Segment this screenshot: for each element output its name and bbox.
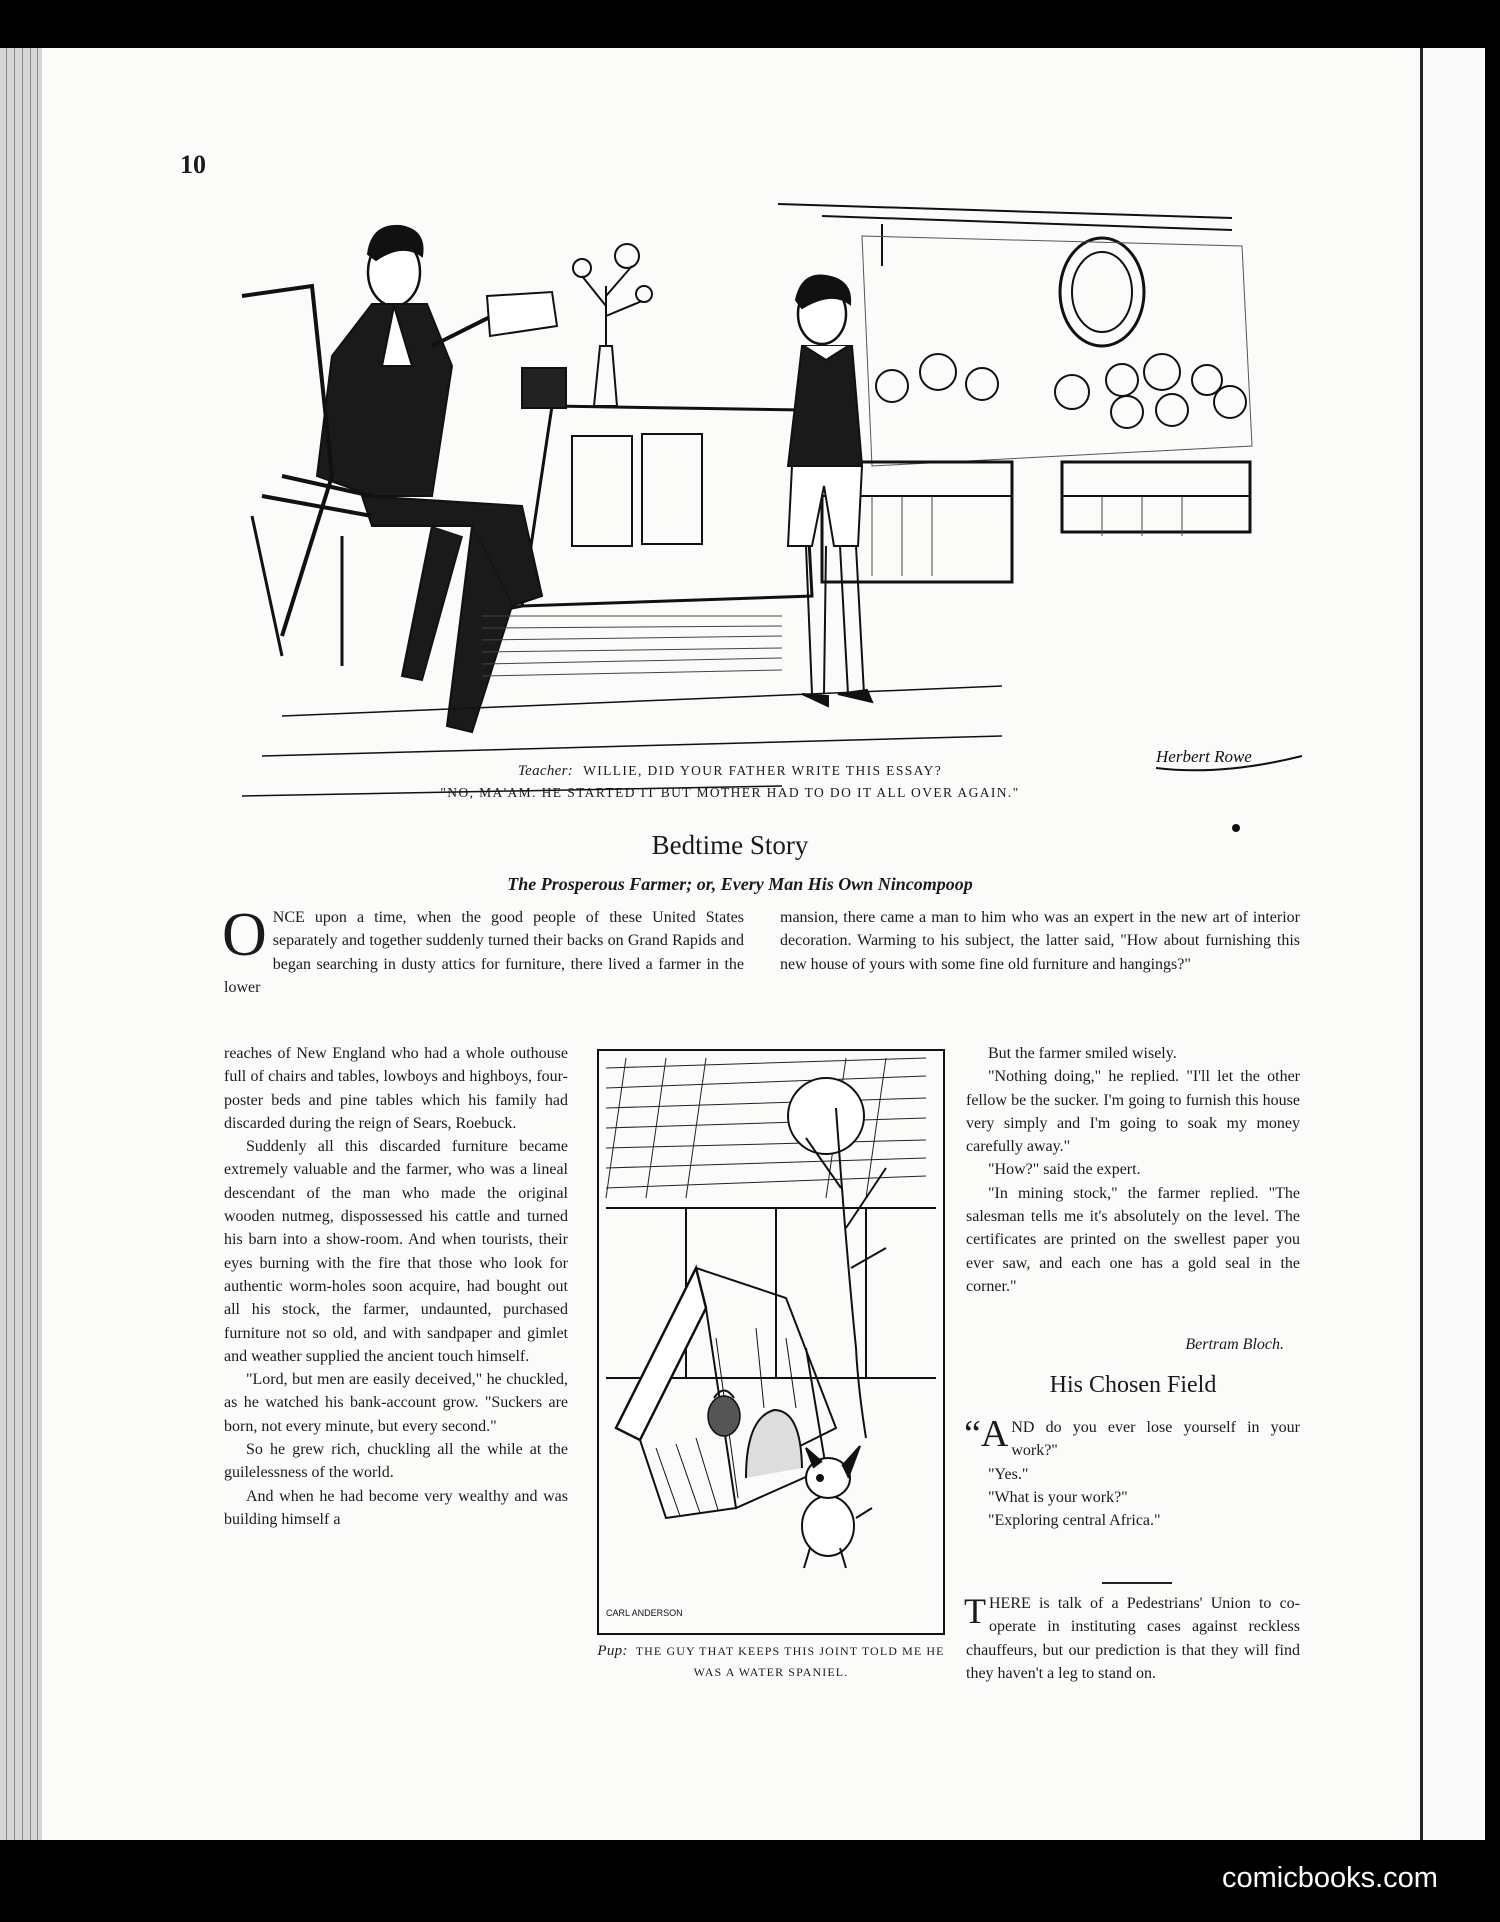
pup-caption: [596, 1641, 946, 1683]
left-page-edges: [0, 48, 43, 1840]
chosen-answer-1: "Yes.": [988, 1465, 1029, 1483]
story-paragraph-4: So he grew rich, chuckling all the while at the guilelessness of the world.: [224, 1441, 568, 1482]
stray-ink-dot: [1232, 824, 1240, 832]
chosen-drop-cap: “A: [964, 1413, 1009, 1455]
classroom-cartoon-illustration: [222, 196, 1312, 806]
chosen-answer-2: "Exploring central Africa.": [988, 1512, 1161, 1530]
pedestrian-text: HERE is talk of a Pedestrians' Union to co-operate in instituting cases against reckless chauffeurs, but our prediction is that they will find they haven't a leg to stand on.: [966, 1595, 1300, 1682]
story-column-2-paragraph: mansion, there came a man to him who was an expert in the new art of interior decoration. Warming to his subject, the latter said, "How about furnishing this new house of yours with some fine old furniture and hangings?": [780, 909, 1300, 973]
story-column-3: [966, 1042, 1300, 1298]
story-col3-paragraph-3: "How?" said the expert.: [988, 1161, 1141, 1179]
pedestrian-drop-cap: T: [964, 1591, 986, 1631]
doghouse-cartoon-illustration: [596, 1048, 946, 1636]
story-title: Bedtime Story: [651, 830, 809, 860]
story-column-2-top: [780, 906, 1300, 976]
cartoon-caption-line-1: [380, 760, 1080, 782]
story-paragraph-2: Suddenly all this discarded furniture became extremely valuable and the farmer, who was a lineal descendant of the man who made the original wooden nutmeg, dispossessed his cattle and turned his barn into a show-room. And when tourists, their eyes burning with the fire that those who look for authentic worm-holes soon acquire, had bought out all his stock, the farmer, undaunted, purchased furniture not so old, and with sandpaper and gimlet and weather supplied the ancient touch himself.: [224, 1138, 568, 1365]
pup-caption-text: THE GUY THAT KEEPS THIS JOINT TOLD ME HE WAS A WATER SPANIEL.: [635, 1644, 945, 1679]
chosen-question-2: "What is your work?": [988, 1488, 1128, 1506]
site-watermark: comicbooks.com: [1222, 1862, 1438, 1894]
caption-line-1: WILLIE, DID YOUR FATHER WRITE THIS ESSAY?: [583, 763, 943, 778]
story-author: Bertram Bloch.: [1185, 1336, 1284, 1353]
pedestrian-item: [966, 1592, 1300, 1685]
illustrator-signature: Herbert Rowe: [1156, 747, 1252, 766]
drop-cap: O: [222, 901, 267, 969]
chosen-field-title: His Chosen Field: [1049, 1372, 1217, 1398]
story-col3-paragraph-4: "In mining stock," the farmer replied. "The salesman tells me it's absolutely on the level. The certificates are printed on the swellest paper you ever saw, and each one has a gold seal in the corner.": [966, 1184, 1300, 1295]
story-col3-paragraph-1: But the farmer smiled wisely.: [988, 1045, 1177, 1062]
story-paragraph-1-bottom: reaches of New England who had a whole outhouse full of chairs and tables, lowboys and highboys, four-poster beds and pine tables which his family had discarded during the reign of Sears, Roebuck.: [224, 1045, 568, 1132]
cartoon-caption: [380, 760, 1080, 804]
story-paragraph-3: "Lord, but men are easily deceived," he chuckled, as he watched his bank-account grow. "Suckers are born, not every minute, but every second.": [224, 1371, 568, 1435]
pup-speaker: Pup:: [597, 1643, 628, 1659]
chosen-field-body: [964, 1413, 1300, 1532]
chosen-question-1: ND do you ever lose yourself in your work?": [1011, 1419, 1300, 1460]
page-number: 10: [180, 150, 206, 179]
caption-speaker: Teacher:: [517, 763, 574, 779]
story-subtitle: The Prosperous Farmer; or, Every Man His Own Nincompoop: [507, 874, 973, 894]
caption-line-2: "NO, MA'AM. HE STARTED IT BUT MOTHER HAD TO DO IT ALL OVER AGAIN.": [440, 785, 1020, 800]
story-column-1-top: [222, 901, 744, 999]
story-col3-paragraph-2: "Nothing doing," he replied. "I'll let the other fellow be the sucker. I'm going to furnish this house very simply and I'm going to soak my money carefully away.": [966, 1068, 1300, 1156]
section-divider: [1102, 1582, 1172, 1584]
story-column-1-bottom: [224, 1042, 568, 1531]
right-page-edge: [1420, 48, 1485, 1840]
cartoonist-signature: CARL ANDERSON: [606, 1608, 683, 1618]
story-paragraph-1-top: NCE upon a time, when the good people of these United States separately and together suddenly turned their backs on Grand Rapids and began searching in dusty attics for furniture, there lived a farmer in the lower: [224, 909, 744, 996]
story-paragraph-5: And when he had become very wealthy and was building himself a: [224, 1487, 568, 1528]
